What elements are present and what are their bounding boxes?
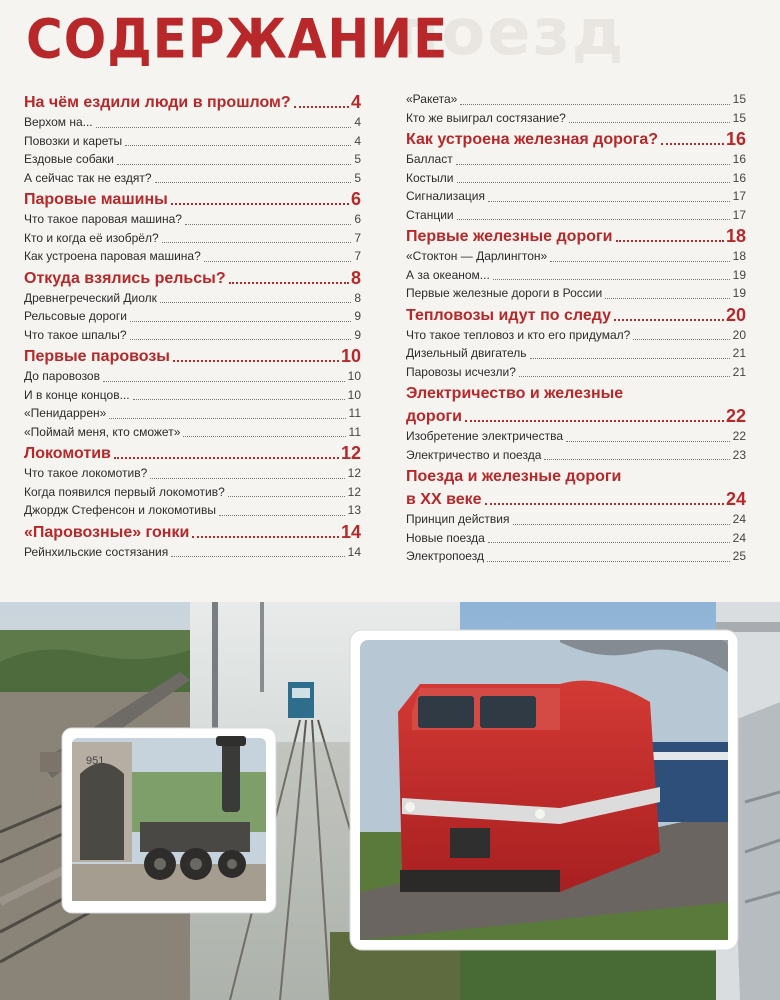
section-title: Первые железные дороги <box>406 228 613 245</box>
entry-page-number: 20 <box>732 327 746 342</box>
section-page-number: 20 <box>725 304 746 325</box>
entry-page-number: 12 <box>347 466 361 480</box>
toc-section <box>24 522 361 562</box>
dot-leader <box>155 182 352 183</box>
toc-entry[interactable] <box>406 206 746 225</box>
dot-leader <box>661 143 724 145</box>
toc-right-column <box>406 90 746 566</box>
entry-page-number: 4 <box>354 115 361 129</box>
photo-collage <box>0 602 780 1000</box>
toc-entry[interactable] <box>24 501 361 520</box>
entry-title: «Поймай меня, кто сможет» <box>24 424 181 439</box>
entry-page-number: 10 <box>347 387 361 402</box>
section-heading[interactable] <box>24 92 361 113</box>
section-title-line1[interactable]: Электричество и железные <box>406 385 624 402</box>
dot-leader <box>488 201 730 202</box>
entry-page-number: 9 <box>354 327 361 342</box>
entry-title: А за океаном... <box>406 267 490 282</box>
section-title: Локомотив <box>24 445 111 462</box>
section-page-number: 8 <box>350 267 361 288</box>
entry-page-number: 5 <box>354 152 361 166</box>
dot-leader <box>130 321 351 322</box>
entry-page-number: 6 <box>354 212 361 226</box>
dot-leader <box>185 224 351 225</box>
dot-leader <box>117 164 351 165</box>
toc-entry[interactable] <box>406 344 746 363</box>
entry-page-number: 7 <box>354 249 361 263</box>
dot-leader <box>229 282 349 284</box>
entry-page-number: 24 <box>732 530 746 545</box>
section-title: дороги <box>406 408 462 425</box>
toc-entry[interactable] <box>24 229 361 248</box>
toc-entry[interactable] <box>24 326 361 345</box>
dot-leader <box>493 279 730 280</box>
section-page-number: 14 <box>340 521 361 542</box>
toc-entry[interactable] <box>24 210 361 229</box>
entry-title: Повозки и кареты <box>24 133 123 148</box>
toc-section <box>24 443 361 520</box>
entry-page-number: 16 <box>732 170 746 185</box>
toc-entry[interactable] <box>24 464 361 483</box>
toc-entry[interactable] <box>406 446 746 465</box>
section-heading[interactable] <box>406 129 746 150</box>
section-heading[interactable] <box>406 305 746 326</box>
dot-leader <box>160 302 351 303</box>
dot-leader <box>616 240 724 242</box>
entry-title: Электричество и поезда <box>406 447 542 462</box>
dot-leader <box>465 420 724 422</box>
section-page-number: 18 <box>725 226 746 246</box>
entry-title: Джордж Стефенсон и локомотивы <box>24 503 216 517</box>
dot-leader <box>130 339 352 340</box>
toc-entry[interactable] <box>24 543 361 562</box>
section-page-number: 4 <box>350 92 361 112</box>
section-title: в XX веке <box>406 491 482 508</box>
dot-leader <box>487 561 730 562</box>
section-page-number: 6 <box>350 189 361 209</box>
entry-title: Станции <box>406 207 454 222</box>
entry-title: Что такое шпалы? <box>24 327 127 342</box>
entry-page-number: 14 <box>347 544 361 559</box>
entry-title: Кто и когда её изобрёл? <box>24 230 159 245</box>
entry-title: Ездовые собаки <box>24 152 114 166</box>
toc-entry[interactable] <box>24 307 361 326</box>
entry-page-number: 17 <box>732 189 746 203</box>
section-heading[interactable] <box>24 443 361 464</box>
section-heading[interactable] <box>24 522 361 543</box>
dot-leader <box>150 478 344 479</box>
entry-page-number: 18 <box>732 249 746 263</box>
entry-title: Первые железные дороги в России <box>406 286 603 300</box>
toc-entry[interactable] <box>24 367 361 386</box>
entry-page-number: 21 <box>732 364 746 379</box>
dot-leader <box>103 381 345 382</box>
entry-title: Древнегреческий Диолк <box>24 290 157 305</box>
dot-leader <box>109 418 345 419</box>
toc-section <box>406 466 746 566</box>
dot-leader <box>550 261 729 262</box>
old-steam-engine-photo <box>62 728 276 913</box>
toc-entry[interactable] <box>406 266 746 285</box>
dot-leader <box>125 145 351 146</box>
dot-leader <box>513 524 730 525</box>
toc-entry[interactable] <box>406 90 746 109</box>
entry-title: Балласт <box>406 152 453 166</box>
dot-leader <box>228 496 345 497</box>
section-heading[interactable] <box>406 226 746 247</box>
entry-title: Как устроена паровая машина? <box>24 249 201 263</box>
entry-page-number: 23 <box>732 447 746 462</box>
dot-leader <box>569 122 730 123</box>
diesel-locomotive-photo <box>350 630 738 950</box>
entry-page-number: 25 <box>732 549 746 563</box>
toc-section <box>24 268 361 345</box>
dot-leader <box>183 436 345 437</box>
entry-title: «Стоктон — Дарлингтон» <box>406 249 548 263</box>
entry-title: Сигнализация <box>406 189 486 203</box>
dot-leader <box>460 104 729 105</box>
toc-entry[interactable] <box>24 289 361 308</box>
entry-title: Новые поезда <box>406 530 485 545</box>
section-title: Паровые машины <box>24 191 168 208</box>
dot-leader <box>614 319 724 321</box>
dot-leader <box>566 441 730 442</box>
section-heading[interactable] <box>406 406 746 427</box>
toc-entry[interactable] <box>24 113 361 132</box>
dot-leader <box>96 127 352 128</box>
entry-page-number: 22 <box>732 429 746 443</box>
toc-entry[interactable] <box>406 427 746 446</box>
toc-entry[interactable] <box>406 150 746 169</box>
dot-leader <box>204 261 352 262</box>
toc-entry[interactable] <box>406 510 746 529</box>
entry-title: И в конце концов... <box>24 387 130 402</box>
section-title: Тепловозы идут по следу <box>406 306 611 324</box>
section-page-number: 10 <box>340 346 361 366</box>
toc-entry[interactable] <box>24 483 361 502</box>
section-title: Откуда взялись рельсы? <box>24 269 226 287</box>
dot-leader <box>485 503 724 505</box>
dot-leader <box>162 242 352 243</box>
section-page-number: 24 <box>725 489 746 509</box>
entry-page-number: 15 <box>732 110 746 125</box>
toc-section <box>406 129 746 224</box>
section-heading[interactable] <box>24 268 361 289</box>
dot-leader <box>488 542 730 543</box>
entry-title: Паровозы исчезли? <box>406 364 516 379</box>
toc-entry[interactable] <box>406 363 746 382</box>
toc-section <box>24 92 361 187</box>
dot-leader <box>519 376 730 377</box>
dot-leader <box>457 219 730 220</box>
entry-page-number: 13 <box>347 503 361 517</box>
entry-title: «Пенидаррен» <box>24 406 107 420</box>
toc-section <box>406 383 746 464</box>
entry-title: «Ракета» <box>406 92 458 106</box>
dot-leader <box>171 203 349 205</box>
entry-page-number: 19 <box>732 267 746 282</box>
entry-title: Что такое локомотив? <box>24 466 148 480</box>
dot-leader <box>114 457 339 459</box>
section-page-number: 16 <box>725 129 746 149</box>
entry-page-number: 17 <box>732 207 746 222</box>
entry-title: Принцип действия <box>406 512 510 526</box>
entry-title: Костыли <box>406 170 454 185</box>
entry-page-number: 24 <box>732 512 746 526</box>
entry-title: Верхом на... <box>24 115 93 129</box>
toc-section <box>406 226 746 303</box>
toc-entry[interactable] <box>24 169 361 188</box>
toc-entry[interactable] <box>406 187 746 206</box>
toc-entry[interactable] <box>24 132 361 151</box>
section-heading[interactable] <box>24 189 361 210</box>
toc-section <box>24 346 361 441</box>
dot-leader <box>173 360 339 362</box>
section-title: На чём ездили люди в прошлом? <box>24 94 291 111</box>
dot-leader <box>633 339 729 340</box>
entry-title: До паровозов <box>24 369 100 383</box>
section-heading[interactable] <box>406 489 746 510</box>
dot-leader <box>219 515 345 516</box>
entry-page-number: 11 <box>348 406 361 420</box>
entry-title: Когда появился первый локомотив? <box>24 484 225 499</box>
entry-title: Что такое тепловоз и кто его придумал? <box>406 327 631 342</box>
toc-entry[interactable] <box>24 150 361 169</box>
entry-page-number: 7 <box>354 230 361 245</box>
section-page-number: 22 <box>725 406 746 426</box>
entry-title: А сейчас так не ездят? <box>24 170 152 185</box>
dot-leader <box>192 536 339 538</box>
dot-leader <box>544 459 729 460</box>
page-title: СОДЕРЖАНИЕ <box>26 8 449 71</box>
section-title: «Паровозные» гонки <box>24 523 190 541</box>
entry-page-number: 15 <box>732 92 746 106</box>
section-title: Первые паровозы <box>24 348 170 365</box>
entry-page-number: 16 <box>732 152 746 166</box>
depot-sign-text: 951 <box>86 755 105 767</box>
toc-entry[interactable] <box>24 386 361 405</box>
dot-leader <box>456 164 730 165</box>
entry-page-number: 11 <box>348 424 361 439</box>
section-page-number: 12 <box>340 443 361 463</box>
entry-title: Что такое паровая машина? <box>24 212 182 226</box>
toc-entry[interactable] <box>24 404 361 423</box>
toc-entry[interactable] <box>406 547 746 566</box>
entry-title: Электропоезд <box>406 549 484 563</box>
toc-entry[interactable] <box>24 423 361 442</box>
dot-leader <box>530 358 730 359</box>
toc-entry[interactable] <box>406 326 746 345</box>
section-title-line1[interactable]: Поезда и железные дороги <box>406 468 622 485</box>
entry-title: Дизельный двигатель <box>406 346 527 360</box>
entry-page-number: 8 <box>354 290 361 305</box>
entry-page-number: 9 <box>354 309 361 323</box>
toc-entry[interactable] <box>406 247 746 266</box>
dot-leader <box>294 106 349 108</box>
entry-page-number: 10 <box>347 369 361 383</box>
section-title: Как устроена железная дорога? <box>406 131 658 148</box>
entry-page-number: 5 <box>354 170 361 185</box>
toc-entry[interactable] <box>24 247 361 266</box>
toc-entry[interactable] <box>406 529 746 548</box>
entry-page-number: 12 <box>347 484 361 499</box>
entry-page-number: 4 <box>354 133 361 148</box>
toc-entry[interactable] <box>406 109 746 128</box>
section-heading[interactable] <box>24 346 361 367</box>
entry-page-number: 21 <box>732 346 746 360</box>
toc-left-column <box>24 90 361 561</box>
entry-title: Кто же выиграл состязание? <box>406 110 566 125</box>
toc-section <box>24 189 361 266</box>
entry-title: Изобретение электричества <box>406 429 563 443</box>
dot-leader <box>133 399 345 400</box>
entry-title: Рельсовые дороги <box>24 309 127 323</box>
toc-entry[interactable] <box>406 169 746 188</box>
entry-page-number: 19 <box>732 286 746 300</box>
dot-leader <box>605 298 729 299</box>
entry-title: Рейнхильские состязания <box>24 544 169 559</box>
dot-leader <box>171 556 344 557</box>
toc-entry[interactable] <box>406 284 746 303</box>
dot-leader <box>457 182 730 183</box>
toc-section <box>406 305 746 382</box>
background-watermark-text: поезд <box>395 0 626 70</box>
